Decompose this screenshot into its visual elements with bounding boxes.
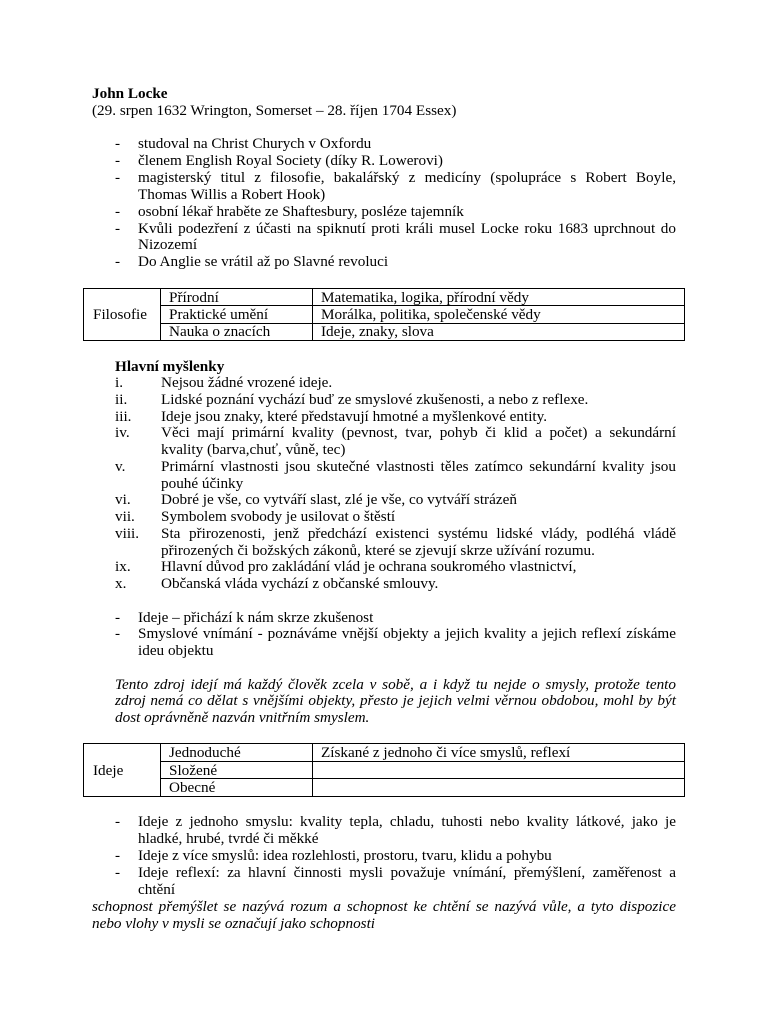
text-line: pouhé účinky (161, 474, 244, 492)
ideas-notes-list (115, 610, 676, 660)
text-line: Hlavní důvod pro zakládání vlád je ochrana soukromého vlastnictví, (161, 558, 577, 576)
bullet-marker: - (115, 812, 121, 830)
numbered-item (115, 409, 676, 426)
text-line: schopnost přemýšlet se nazývá rozum a schopnost ke chtění se nazývá vůle, a tyto dispozice (92, 897, 676, 915)
numbered-item-text (161, 492, 676, 509)
list-item (115, 610, 676, 627)
numbered-item (115, 526, 676, 560)
roman-numeral: ix. (115, 558, 131, 576)
numbered-item-text (161, 375, 676, 392)
list-item (115, 254, 676, 271)
text-line: Thomas Willis a Robert Hook) (138, 185, 326, 203)
list-item-text (138, 153, 676, 170)
roman-numeral: x. (115, 575, 127, 592)
table-cell: Jednoduché (161, 744, 313, 762)
list-item-text (138, 204, 676, 221)
table-cell: Morálka, politika, společenské vědy (313, 306, 685, 323)
list-item-text (138, 136, 676, 153)
numbered-item (115, 425, 676, 459)
list-item-text (138, 221, 676, 255)
text-line: Ideje jsou znaky, které představují hmotné a myšlenkové entity. (161, 407, 548, 425)
numbered-item-text (161, 392, 676, 409)
main-ideas-list (115, 375, 676, 593)
document-header (92, 85, 456, 119)
list-item (115, 626, 676, 659)
table-label-cell: Filosofie (84, 289, 161, 341)
bullet-marker: - (115, 625, 121, 643)
biography-list (115, 136, 676, 271)
roman-numeral: v. (115, 457, 126, 475)
roman-numeral: i. (115, 374, 124, 391)
bullet-marker: - (115, 202, 121, 220)
text-line: Občanská vláda vychází z občanské smlouvy. (161, 575, 439, 592)
table-cell: Ideje, znaky, slova (313, 323, 685, 340)
bullet-marker: - (115, 151, 121, 169)
author-dates: (29. srpen 1632 Wrington, Somerset – 28. říjen 1704 Essex) (92, 101, 457, 119)
numbered-item (115, 459, 676, 493)
text-line: členem English Royal Society (díky R. Lowerovi) (138, 151, 443, 169)
table-cell: Praktické umění (161, 306, 313, 323)
text-line: Sta přirozenosti, jenž předchází existenci systému lidské vlády, podléhá vládě (161, 524, 676, 542)
philosophy-table (83, 288, 685, 341)
text-line: zdroj nemá co dělat s vnějšími objekty, přesto je jejich velmi věrnou obdobou, mohl by být (115, 692, 676, 710)
list-item (115, 153, 676, 170)
text-line: dost oprávněně nazván vnitřním smyslem. (115, 708, 370, 726)
table-cell (313, 779, 685, 797)
text-line: ideu objektu (138, 641, 214, 659)
numbered-item (115, 576, 676, 593)
text-line: Tento zdroj idejí má každý člověk zcela v sobě, a i když tu nejde o smysly, protože tento (115, 675, 676, 693)
numbered-item-text (161, 425, 676, 459)
list-item (115, 170, 676, 204)
text-line: Nizozemí (138, 236, 198, 254)
list-item (115, 864, 676, 898)
italic-quote (115, 677, 676, 727)
roman-numeral: ii. (115, 390, 128, 408)
table-row (84, 744, 685, 762)
bullet-marker: - (115, 168, 121, 186)
idea-sources-list (115, 813, 676, 898)
list-item-text (138, 170, 676, 204)
table-cell: Získané z jednoho či více smyslů, reflexí (313, 744, 685, 762)
text-line: přirozených či božských zákonů, které se zjevují skrze užívání rozumu. (161, 541, 595, 559)
list-item (115, 204, 676, 221)
text-line: kvality (barva,chuť, vůně, tec) (161, 441, 346, 458)
list-item-text (138, 847, 676, 864)
text-line: Dobré je vše, co vytváří slast, zlé je vše, co vytváří strázeň (161, 491, 517, 509)
table-cell: Obecné (161, 779, 313, 797)
text-line: Primární vlastnosti jsou skutečné vlastnosti těles zatímco sekundární kvality jsou (161, 457, 676, 475)
text-line: Ideje – přichází k nám skrze zkušenost (138, 608, 374, 626)
numbered-item-text (161, 459, 676, 493)
list-item-text (138, 864, 676, 898)
roman-numeral: viii. (115, 524, 140, 542)
table-cell: Přírodní (161, 289, 313, 306)
table-cell: Nauka o znacích (161, 323, 313, 340)
text-line: Ideje z jednoho smyslu: kvality tepla, chladu, tuhosti nebo kvality látkové, jako je (138, 812, 676, 830)
ideas-table (83, 743, 685, 797)
text-line: hladké, hrubé, tvrdé či měkké (138, 829, 319, 847)
text-line: studoval na Christ Churych v Oxfordu (138, 135, 372, 152)
bullet-marker: - (115, 608, 121, 626)
bullet-marker: - (115, 863, 121, 881)
list-item (115, 813, 676, 847)
roman-numeral: iii. (115, 407, 132, 425)
text-line: Kvůli podezření z účasti na spiknutí proti králi musel Locke roku 1683 uprchnout do (138, 219, 676, 237)
numbered-item (115, 492, 676, 509)
numbered-item-text (161, 526, 676, 560)
text-line: magisterský titul z filosofie, bakalářský z medicíny (spolupráce s Robert Boyle, (138, 168, 676, 186)
numbered-item (115, 509, 676, 526)
list-item (115, 221, 676, 255)
list-item-text (138, 610, 676, 627)
roman-numeral: vi. (115, 491, 131, 509)
text-line: osobní lékař hraběte ze Shaftesbury, posléze tajemník (138, 202, 464, 220)
table-label-cell: Ideje (84, 744, 161, 797)
table-row (84, 323, 685, 340)
text-line: chtění (138, 880, 176, 898)
text-line: Ideje reflexí: za hlavní činnosti mysli považuje vnímání, přemýšlení, zaměřenost a (138, 863, 676, 881)
text-line: Do Anglie se vrátil až po Slavné revoluci (138, 253, 389, 271)
text-line: nebo vlohy v mysli se označují jako schopnosti (92, 914, 376, 932)
list-item (115, 136, 676, 153)
table-row (84, 779, 685, 797)
list-item-text (138, 254, 676, 271)
list-item-text (138, 626, 676, 659)
author-name: John Locke (92, 84, 168, 102)
numbered-item (115, 559, 676, 576)
bullet-marker: - (115, 135, 121, 152)
list-item (115, 847, 676, 864)
list-item-text (138, 813, 676, 847)
table-row (84, 289, 685, 306)
bullet-marker: - (115, 253, 121, 271)
text-line: Nejsou žádné vrozené ideje. (161, 374, 333, 391)
section-heading: Hlavní myšlenky (115, 357, 225, 375)
table-row (84, 761, 685, 779)
table-cell (313, 761, 685, 779)
bullet-marker: - (115, 846, 121, 864)
numbered-item-text (161, 509, 676, 526)
roman-numeral: iv. (115, 424, 130, 442)
roman-numeral: vii. (115, 508, 135, 525)
numbered-item-text (161, 576, 676, 593)
text-line: Věci mají primární kvality (pevnost, tvar, pohyb či klid a počet) a sekundární (161, 424, 676, 442)
text-line: Ideje z více smyslů: idea rozlehlosti, prostoru, tvaru, klidu a pohybu (138, 846, 552, 864)
numbered-item (115, 375, 676, 392)
table-cell: Složené (161, 761, 313, 779)
italic-quote (92, 898, 676, 932)
numbered-item (115, 392, 676, 409)
table-row (84, 306, 685, 323)
text-line: Smyslové vnímání - poznáváme vnější objekty a jejich kvality a jejich reflexí získáme (138, 625, 676, 643)
numbered-item-text (161, 559, 676, 576)
numbered-item-text (161, 409, 676, 426)
table-cell: Matematika, logika, přírodní vědy (313, 289, 685, 306)
bullet-marker: - (115, 219, 121, 237)
text-line: Symbolem svobody je usilovat o štěstí (161, 508, 396, 525)
text-line: Lidské poznání vychází buď ze smyslové zkušenosti, a nebo z reflexe. (161, 390, 589, 408)
